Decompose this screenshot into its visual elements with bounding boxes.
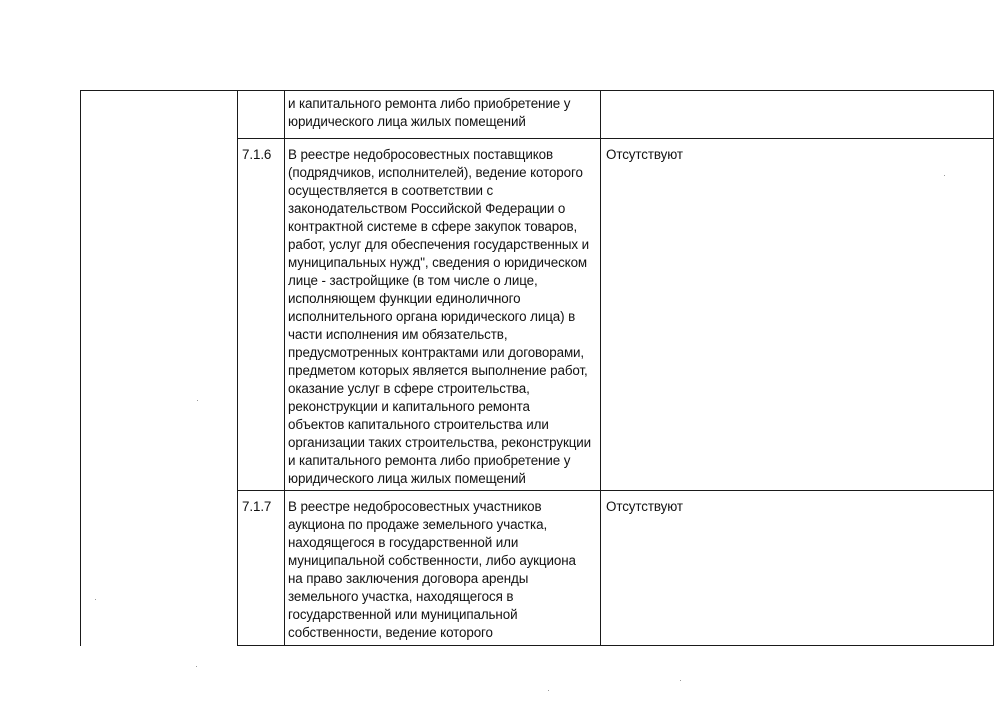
row-description-line: муниципальной собственности, либо аукциона (288, 553, 576, 568)
table-left-border (80, 90, 81, 646)
table-right-border (993, 90, 994, 646)
row-description-line: и капитального ремонта либо приобретение у (288, 453, 571, 468)
row-value: Отсутствуют (606, 499, 683, 514)
table-column-divider-2 (284, 90, 285, 646)
row-description-line: исполнительного органа юридического лица) в (288, 309, 576, 324)
scan-speck (680, 680, 681, 681)
row-divider-1 (237, 138, 994, 139)
scan-speck (197, 400, 198, 401)
table-column-divider-1 (237, 90, 238, 646)
row-description-line: В реестре недобросовестных участников (288, 499, 542, 514)
table-column-divider-3 (600, 90, 601, 646)
scan-speck (944, 175, 945, 176)
row-description-line: исполняющем функции единоличного (288, 291, 521, 306)
row-description-line: муниципальных нужд", сведения о юридическом (288, 255, 588, 270)
row-description-line: собственности, ведение которого (288, 625, 493, 640)
table-top-border (80, 90, 994, 91)
row-value: Отсутствуют (606, 147, 683, 162)
row-description-line: лице - застройщике (в том числе о лице, (288, 273, 538, 288)
row-description-line: организации таких строительства, реконструкции (288, 435, 592, 450)
row-number: 7.1.7 (242, 499, 272, 514)
row-description-line: аукциона по продаже земельного участка, (288, 517, 548, 532)
row-description-line: осуществляется в соответствии с (288, 183, 494, 198)
row-description-line: оказание услуг в сфере строительства, (288, 381, 530, 396)
scan-speck (196, 666, 197, 667)
row-description-line: государственной или муниципальной (288, 607, 518, 622)
scan-speck (95, 599, 96, 600)
row-description-line: на право заключения договора аренды (288, 571, 529, 586)
row-description-line: находящегося в государственной или (288, 535, 519, 550)
row-description-line: контрактной системе в сфере закупок товаров, (288, 219, 578, 234)
row-number: 7.1.6 (242, 147, 272, 162)
row-description-line: предусмотренных контрактами или договорами, (288, 345, 585, 360)
row-description-line: земельного участка, находящегося в (288, 589, 514, 604)
row-divider-2 (237, 490, 994, 491)
table-bottom-border (237, 645, 994, 646)
row-description-line: (подрядчиков, исполнителей), ведение которого (288, 165, 583, 180)
row-description-line: юридического лица жилых помещений (288, 471, 526, 486)
row-description-line: юридического лица жилых помещений (288, 114, 526, 129)
row-description-line: части исполнения им обязательств, (288, 327, 508, 342)
row-description-line: работ, услуг для обеспечения государственных и (288, 237, 590, 252)
row-description-line: и капитального ремонта либо приобретение у (288, 96, 571, 111)
row-description-line: законодательством Российской Федерации о (288, 201, 566, 216)
scan-speck (548, 690, 549, 691)
row-description-line: реконструкции и капитального ремонта (288, 399, 530, 414)
row-description-line: предметом которых является выполнение работ, (288, 363, 588, 378)
row-description-line: объектов капитального строительства или (288, 417, 549, 432)
row-description-line: В реестре недобросовестных поставщиков (288, 147, 553, 162)
